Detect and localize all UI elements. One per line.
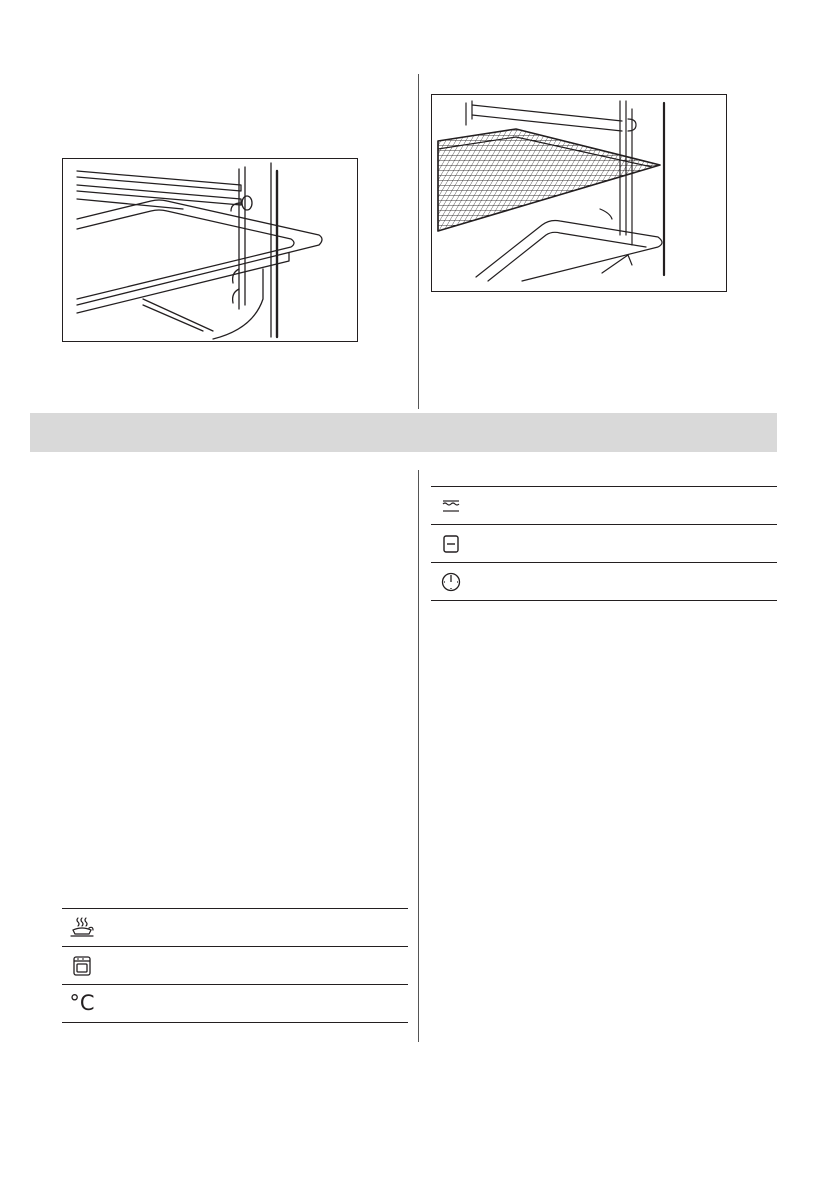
- top-column-divider: [418, 74, 419, 409]
- table-row: [431, 486, 777, 524]
- table-row: [431, 562, 777, 601]
- minus-box-icon: [443, 535, 459, 553]
- table-row: [62, 908, 408, 946]
- wire-shelf-with-tray-illustration: [431, 94, 727, 292]
- celsius-icon: °C: [69, 991, 95, 1015]
- baking-tray-on-shelf-illustration: [62, 158, 358, 342]
- bottom-column-divider: [418, 470, 419, 1042]
- oven-compartment-icon: [73, 956, 91, 976]
- left-symbol-table: [62, 908, 408, 1023]
- steam-dish-icon: [69, 916, 95, 940]
- right-symbol-table: [431, 486, 777, 601]
- table-row: [62, 984, 408, 1023]
- clock-icon: [441, 572, 461, 592]
- table-row: [431, 524, 777, 562]
- table-row: [62, 946, 408, 984]
- section-heading-bar: [30, 413, 777, 452]
- top-heater-icon: [442, 498, 460, 514]
